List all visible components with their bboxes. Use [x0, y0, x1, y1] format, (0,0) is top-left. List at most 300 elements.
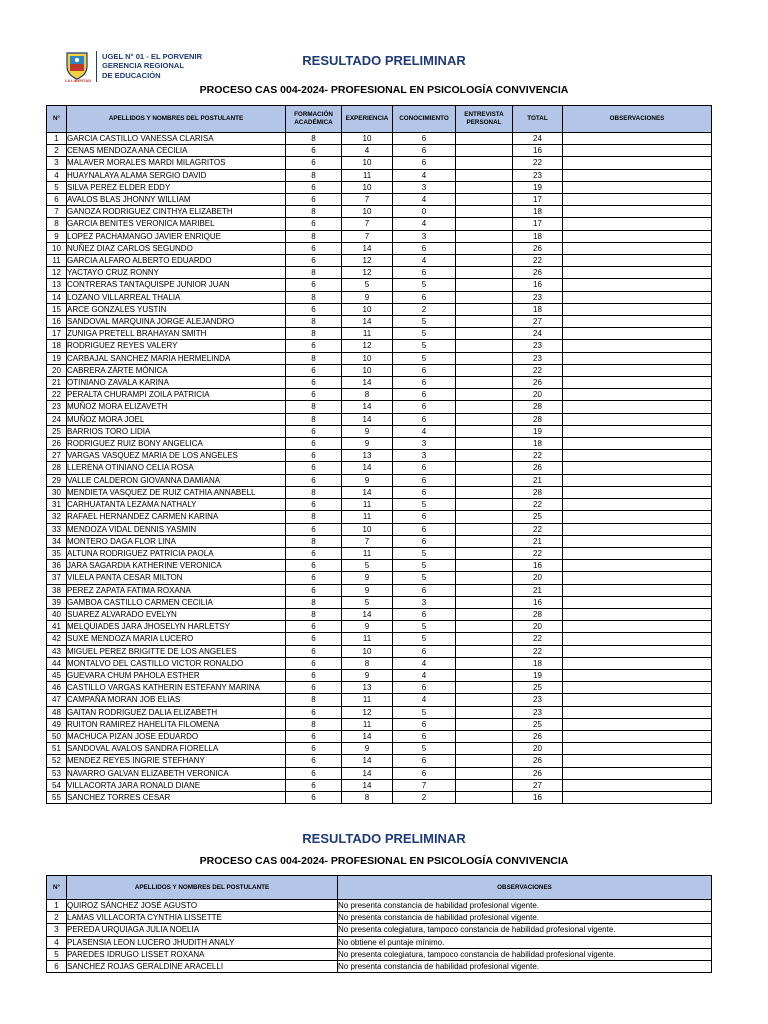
cell-observaciones [563, 669, 712, 681]
cell-experiencia: 11 [342, 328, 393, 340]
org-line-1: UGEL N° 01 - EL PORVENIR [102, 52, 203, 61]
cell-observaciones [563, 743, 712, 755]
cell-formacion: 8 [286, 230, 342, 242]
cell-total: 17 [513, 194, 563, 206]
cell-experiencia: 4 [342, 145, 393, 157]
cell-total: 21 [513, 535, 563, 547]
cell-applicant-name: GARCIA BENITES VERONICA MARIBEL [67, 218, 286, 230]
cell-number: 25 [47, 425, 67, 437]
results-header-row [47, 106, 712, 133]
table-row [47, 936, 712, 948]
cell-entrevista [456, 584, 513, 596]
cell-total: 23 [513, 340, 563, 352]
cell-applicant-name: CARBAJAL SANCHEZ MARIA HERMELINDA [67, 352, 286, 364]
cell-number: 21 [47, 377, 67, 389]
col-header-name: APELLIDOS Y NOMBRES DEL POSTULANTE [67, 106, 286, 133]
cell-total: 23 [513, 291, 563, 303]
cell-number: 54 [47, 779, 67, 791]
col-header-number: N° [47, 106, 67, 133]
cell-formacion: 6 [286, 499, 342, 511]
cell-experiencia: 14 [342, 242, 393, 254]
cell-applicant-name: MENDIETA VASQUEZ DE RUIZ CATHIA ANNABELL [67, 486, 286, 498]
cell-entrevista [456, 511, 513, 523]
table-row [47, 352, 712, 364]
cell-observaciones [563, 194, 712, 206]
cell-observaciones [563, 621, 712, 633]
cell-experiencia: 7 [342, 535, 393, 547]
cell-observaciones [563, 279, 712, 291]
cell-entrevista [456, 413, 513, 425]
cell-formacion: 8 [286, 316, 342, 328]
cell-experiencia: 14 [342, 730, 393, 742]
col-header-formacion: FORMACIÓN ACADÉMICA [286, 106, 342, 133]
cell-conocimiento: 5 [393, 560, 456, 572]
table-row [47, 900, 712, 912]
cell-total: 25 [513, 682, 563, 694]
cell-experiencia: 14 [342, 316, 393, 328]
cell-experiencia: 10 [342, 157, 393, 169]
cell-observaciones [563, 657, 712, 669]
cell-total: 22 [513, 255, 563, 267]
cell-total: 18 [513, 438, 563, 450]
cell-formacion: 6 [286, 474, 342, 486]
cell-experiencia: 8 [342, 791, 393, 803]
table-row [47, 462, 712, 474]
cell-observaciones [563, 377, 712, 389]
cell-experiencia: 11 [342, 547, 393, 559]
table-row [47, 157, 712, 169]
cell-applicant-name: NUÑEZ DIAZ CARLOS SEGUNDO [67, 242, 286, 254]
cell-observaciones [563, 645, 712, 657]
cell-number: 23 [47, 401, 67, 413]
cell-total: 18 [513, 657, 563, 669]
cell-observaciones: No presenta colegiatura, tampoco constancia de habilidad profesional vigente. [338, 948, 712, 960]
cell-experiencia: 10 [342, 303, 393, 315]
cell-entrevista [456, 547, 513, 559]
cell-entrevista [456, 718, 513, 730]
cell-number: 47 [47, 694, 67, 706]
cell-experiencia: 9 [342, 438, 393, 450]
cell-total: 20 [513, 572, 563, 584]
cell-observaciones [563, 779, 712, 791]
table-row [47, 718, 712, 730]
cell-observaciones: No presenta colegiatura, tampoco constancia de habilidad profesional vigente. [338, 924, 712, 936]
cell-formacion: 6 [286, 303, 342, 315]
cell-observaciones [563, 364, 712, 376]
cell-total: 25 [513, 718, 563, 730]
cell-conocimiento: 5 [393, 340, 456, 352]
cell-formacion: 6 [286, 181, 342, 193]
cell-formacion: 6 [286, 377, 342, 389]
cell-experiencia: 7 [342, 194, 393, 206]
cell-entrevista [456, 255, 513, 267]
cell-total: 22 [513, 547, 563, 559]
table-row [47, 682, 712, 694]
cell-experiencia: 13 [342, 450, 393, 462]
cell-observaciones [563, 767, 712, 779]
cell-entrevista [456, 669, 513, 681]
cell-formacion: 6 [286, 560, 342, 572]
cell-entrevista [456, 401, 513, 413]
cell-experiencia: 14 [342, 767, 393, 779]
cell-applicant-name: GARCIA ALFARO ALBERTO EDUARDO [67, 255, 286, 267]
cell-total: 18 [513, 206, 563, 218]
cell-formacion: 6 [286, 645, 342, 657]
cell-number: 4 [47, 169, 67, 181]
cell-applicant-name: LOPEZ PACHAMANGO JAVIER ENRIQUE [67, 230, 286, 242]
cell-number: 3 [47, 157, 67, 169]
cell-formacion: 8 [286, 267, 342, 279]
cell-experiencia: 14 [342, 462, 393, 474]
cell-number: 35 [47, 547, 67, 559]
cell-formacion: 6 [286, 791, 342, 803]
cell-total: 16 [513, 145, 563, 157]
table-row [47, 523, 712, 535]
table-row [47, 755, 712, 767]
cell-applicant-name: GAITAN RODRIGUEZ DALIA ELIZABETH [67, 706, 286, 718]
col-header-name: APELLIDOS Y NOMBRES DEL POSTULANTE [67, 876, 338, 900]
cell-conocimiento: 6 [393, 145, 456, 157]
cell-number: 1 [47, 900, 67, 912]
col-header-observaciones: OBSERVACIONES [338, 876, 712, 900]
cell-formacion: 6 [286, 425, 342, 437]
cell-formacion: 8 [286, 206, 342, 218]
cell-number: 16 [47, 316, 67, 328]
cell-conocimiento: 6 [393, 682, 456, 694]
cell-observaciones [563, 755, 712, 767]
cell-entrevista [456, 779, 513, 791]
cell-experiencia: 5 [342, 279, 393, 291]
cell-conocimiento: 4 [393, 694, 456, 706]
cell-observaciones [563, 291, 712, 303]
table-row [47, 511, 712, 523]
table-row [47, 584, 712, 596]
cell-conocimiento: 4 [393, 669, 456, 681]
cell-observaciones [563, 596, 712, 608]
cell-applicant-name: MACHUCA PIZAN JOSE EDUARDO [67, 730, 286, 742]
cell-conocimiento: 6 [393, 511, 456, 523]
cell-formacion: 6 [286, 194, 342, 206]
cell-observaciones [563, 682, 712, 694]
cell-total: 28 [513, 608, 563, 620]
table-row [47, 779, 712, 791]
table-row [47, 743, 712, 755]
cell-total: 21 [513, 584, 563, 596]
cell-applicant-name: PEREDA URQUIAGA JULIA NOELIA [67, 924, 338, 936]
cell-number: 52 [47, 755, 67, 767]
cell-conocimiento: 6 [393, 486, 456, 498]
cell-number: 19 [47, 352, 67, 364]
cell-entrevista [456, 145, 513, 157]
cell-entrevista [456, 657, 513, 669]
cell-experiencia: 14 [342, 377, 393, 389]
cell-number: 14 [47, 291, 67, 303]
cell-observaciones [563, 694, 712, 706]
cell-entrevista [456, 633, 513, 645]
cell-total: 26 [513, 242, 563, 254]
table-row [47, 438, 712, 450]
cell-formacion: 8 [286, 596, 342, 608]
cell-observaciones: No presenta constancia de habilidad profesional vigente. [338, 900, 712, 912]
cell-applicant-name: MUÑOZ MORA JOEL [67, 413, 286, 425]
col-header-observaciones: OBSERVACIONES [563, 106, 712, 133]
table-row [47, 535, 712, 547]
col-header-number: N° [47, 876, 67, 900]
cell-number: 36 [47, 560, 67, 572]
cell-conocimiento: 6 [393, 401, 456, 413]
cell-experiencia: 9 [342, 572, 393, 584]
cell-observaciones [563, 547, 712, 559]
cell-entrevista [456, 523, 513, 535]
cell-number: 39 [47, 596, 67, 608]
cell-formacion: 6 [286, 669, 342, 681]
table-row [47, 328, 712, 340]
cell-number: 31 [47, 499, 67, 511]
cell-formacion: 8 [286, 328, 342, 340]
table-row [47, 303, 712, 315]
cell-observaciones [563, 523, 712, 535]
cell-number: 32 [47, 511, 67, 523]
cell-experiencia: 14 [342, 486, 393, 498]
cell-experiencia: 9 [342, 743, 393, 755]
disqualified-header-row [47, 876, 712, 900]
cell-observaciones [563, 389, 712, 401]
cell-applicant-name: QUIROZ SÁNCHEZ JOSÉ AGUSTO [67, 900, 338, 912]
col-header-entrevista: ENTREVISTA PERSONAL [456, 106, 513, 133]
table-row [47, 389, 712, 401]
cell-total: 26 [513, 462, 563, 474]
cell-applicant-name: CABRERA ZÁRTE MÓNICA [67, 364, 286, 376]
cell-experiencia: 10 [342, 181, 393, 193]
cell-conocimiento: 5 [393, 572, 456, 584]
cell-conocimiento: 6 [393, 474, 456, 486]
cell-total: 26 [513, 767, 563, 779]
cell-total: 21 [513, 474, 563, 486]
cell-applicant-name: MONTALVO DEL CASTILLO VICTOR RONALDO [67, 657, 286, 669]
cell-entrevista [456, 340, 513, 352]
table-row [47, 572, 712, 584]
cell-experiencia: 12 [342, 267, 393, 279]
table-row [47, 255, 712, 267]
cell-entrevista [456, 499, 513, 511]
cell-observaciones [563, 438, 712, 450]
cell-applicant-name: GUEVARA CHUM PAHOLA ESTHER [67, 669, 286, 681]
cell-applicant-name: CARHUATANTA LEZAMA NATHALY [67, 499, 286, 511]
cell-number: 13 [47, 279, 67, 291]
cell-applicant-name: VILELA PANTA CESAR MILTON [67, 572, 286, 584]
cell-number: 44 [47, 657, 67, 669]
cell-applicant-name: VARGAS VASQUEZ MARIA DE LOS ANGELES [67, 450, 286, 462]
cell-conocimiento: 6 [393, 523, 456, 535]
cell-entrevista [456, 194, 513, 206]
cell-formacion: 6 [286, 255, 342, 267]
cell-applicant-name: PLASENSIA LEON LUCERO JHUDITH ANALY [67, 936, 338, 948]
cell-formacion: 8 [286, 694, 342, 706]
cell-conocimiento: 6 [393, 377, 456, 389]
cell-conocimiento: 2 [393, 303, 456, 315]
cell-observaciones [563, 340, 712, 352]
table-row [47, 560, 712, 572]
cell-observaciones [563, 730, 712, 742]
cell-number: 34 [47, 535, 67, 547]
cell-number: 17 [47, 328, 67, 340]
cell-total: 20 [513, 743, 563, 755]
cell-entrevista [456, 767, 513, 779]
cell-observaciones [563, 584, 712, 596]
table-row [47, 486, 712, 498]
cell-entrevista [456, 352, 513, 364]
cell-applicant-name: BARRIOS TORO LIDIA [67, 425, 286, 437]
cell-total: 26 [513, 755, 563, 767]
cell-conocimiento: 5 [393, 633, 456, 645]
cell-observaciones [563, 450, 712, 462]
cell-formacion: 6 [286, 730, 342, 742]
cell-observaciones [563, 157, 712, 169]
cell-conocimiento: 5 [393, 706, 456, 718]
cell-formacion: 8 [286, 718, 342, 730]
cell-number: 43 [47, 645, 67, 657]
cell-experiencia: 9 [342, 425, 393, 437]
table-row [47, 364, 712, 376]
cell-applicant-name: GARCIA CASTILLO VANESSA CLARISA [67, 133, 286, 145]
cell-conocimiento: 4 [393, 169, 456, 181]
table-row [47, 706, 712, 718]
cell-observaciones [563, 560, 712, 572]
cell-entrevista [456, 218, 513, 230]
cell-conocimiento: 5 [393, 328, 456, 340]
cell-observaciones [563, 303, 712, 315]
cell-conocimiento: 6 [393, 718, 456, 730]
cell-formacion: 6 [286, 633, 342, 645]
cell-number: 33 [47, 523, 67, 535]
table-row [47, 242, 712, 254]
cell-experiencia: 10 [342, 645, 393, 657]
table-row [47, 596, 712, 608]
org-line-2: GERENCIA REGIONAL [102, 61, 184, 71]
table-row [47, 608, 712, 620]
cell-observaciones [563, 474, 712, 486]
cell-conocimiento: 6 [393, 389, 456, 401]
cell-number: 9 [47, 230, 67, 242]
table-row [47, 912, 712, 924]
table-row [47, 340, 712, 352]
cell-experiencia: 5 [342, 596, 393, 608]
cell-number: 40 [47, 608, 67, 620]
cell-applicant-name: HUAYNALAYA ALAMA SERGIO DAVID [67, 169, 286, 181]
cell-observaciones [563, 328, 712, 340]
table-row [47, 425, 712, 437]
cell-conocimiento: 3 [393, 230, 456, 242]
cell-applicant-name: LOZANO VILLARREAL THALIA [67, 291, 286, 303]
cell-applicant-name: ALTUNA RODRIGUEZ PATRICIA PAOLA [67, 547, 286, 559]
table-row [47, 133, 712, 145]
cell-observaciones [563, 145, 712, 157]
cell-formacion: 6 [286, 218, 342, 230]
cell-conocimiento: 3 [393, 596, 456, 608]
cell-experiencia: 9 [342, 669, 393, 681]
cell-conocimiento: 5 [393, 743, 456, 755]
cell-applicant-name: GAMBOA CASTILLO CARMEN CECILIA [67, 596, 286, 608]
cell-number: 20 [47, 364, 67, 376]
cell-formacion: 6 [286, 547, 342, 559]
cell-number: 4 [47, 936, 67, 948]
cell-number: 49 [47, 718, 67, 730]
cell-total: 23 [513, 352, 563, 364]
cell-entrevista [456, 169, 513, 181]
cell-number: 5 [47, 948, 67, 960]
table-row [47, 948, 712, 960]
cell-total: 22 [513, 645, 563, 657]
cell-number: 24 [47, 413, 67, 425]
cell-conocimiento: 2 [393, 791, 456, 803]
cell-formacion: 6 [286, 779, 342, 791]
cell-total: 16 [513, 560, 563, 572]
cell-observaciones [563, 401, 712, 413]
cell-total: 28 [513, 486, 563, 498]
cell-formacion: 6 [286, 755, 342, 767]
cell-entrevista [456, 486, 513, 498]
cell-formacion: 8 [286, 291, 342, 303]
cell-conocimiento: 6 [393, 133, 456, 145]
cell-experiencia: 10 [342, 133, 393, 145]
cell-total: 18 [513, 303, 563, 315]
cell-entrevista [456, 560, 513, 572]
cell-number: 30 [47, 486, 67, 498]
cell-number: 2 [47, 145, 67, 157]
table-row [47, 279, 712, 291]
cell-total: 28 [513, 413, 563, 425]
cell-total: 24 [513, 133, 563, 145]
cell-observaciones [563, 535, 712, 547]
cell-entrevista [456, 608, 513, 620]
cell-experiencia: 11 [342, 499, 393, 511]
cell-conocimiento: 4 [393, 218, 456, 230]
cell-formacion: 8 [286, 352, 342, 364]
cell-applicant-name: NAVARRO GALVAN ELIZABETH VERONICA [67, 767, 286, 779]
cell-observaciones [563, 608, 712, 620]
cell-conocimiento: 5 [393, 316, 456, 328]
cell-experiencia: 11 [342, 694, 393, 706]
cell-observaciones [563, 633, 712, 645]
cell-entrevista [456, 706, 513, 718]
cell-applicant-name: ARCE GONZALES YUSTIN [67, 303, 286, 315]
cell-applicant-name: PAREDES IDRUGO LISSET ROXANA [67, 948, 338, 960]
logo-caption: LA LIBERTAD [64, 78, 92, 83]
cell-number: 6 [47, 194, 67, 206]
cell-experiencia: 5 [342, 560, 393, 572]
cell-applicant-name: PEREZ ZAPATA FATIMA ROXANA [67, 584, 286, 596]
cell-conocimiento: 6 [393, 535, 456, 547]
cell-experiencia: 12 [342, 255, 393, 267]
cell-experiencia: 7 [342, 230, 393, 242]
cell-observaciones [563, 425, 712, 437]
cell-number: 2 [47, 912, 67, 924]
cell-applicant-name: CAMPAÑA MORAN JOB ELIAS [67, 694, 286, 706]
cell-formacion: 6 [286, 682, 342, 694]
cell-formacion: 6 [286, 450, 342, 462]
section2-subtitle: PROCESO CAS 004-2024- PROFESIONAL EN PSICOLOGÍA CONVIVENCIA [199, 855, 569, 867]
cell-experiencia: 14 [342, 755, 393, 767]
cell-formacion: 6 [286, 621, 342, 633]
cell-total: 23 [513, 169, 563, 181]
cell-observaciones [563, 206, 712, 218]
table-row [47, 291, 712, 303]
cell-total: 28 [513, 401, 563, 413]
cell-total: 22 [513, 499, 563, 511]
cell-number: 15 [47, 303, 67, 315]
cell-observaciones [563, 255, 712, 267]
cell-observaciones [563, 316, 712, 328]
